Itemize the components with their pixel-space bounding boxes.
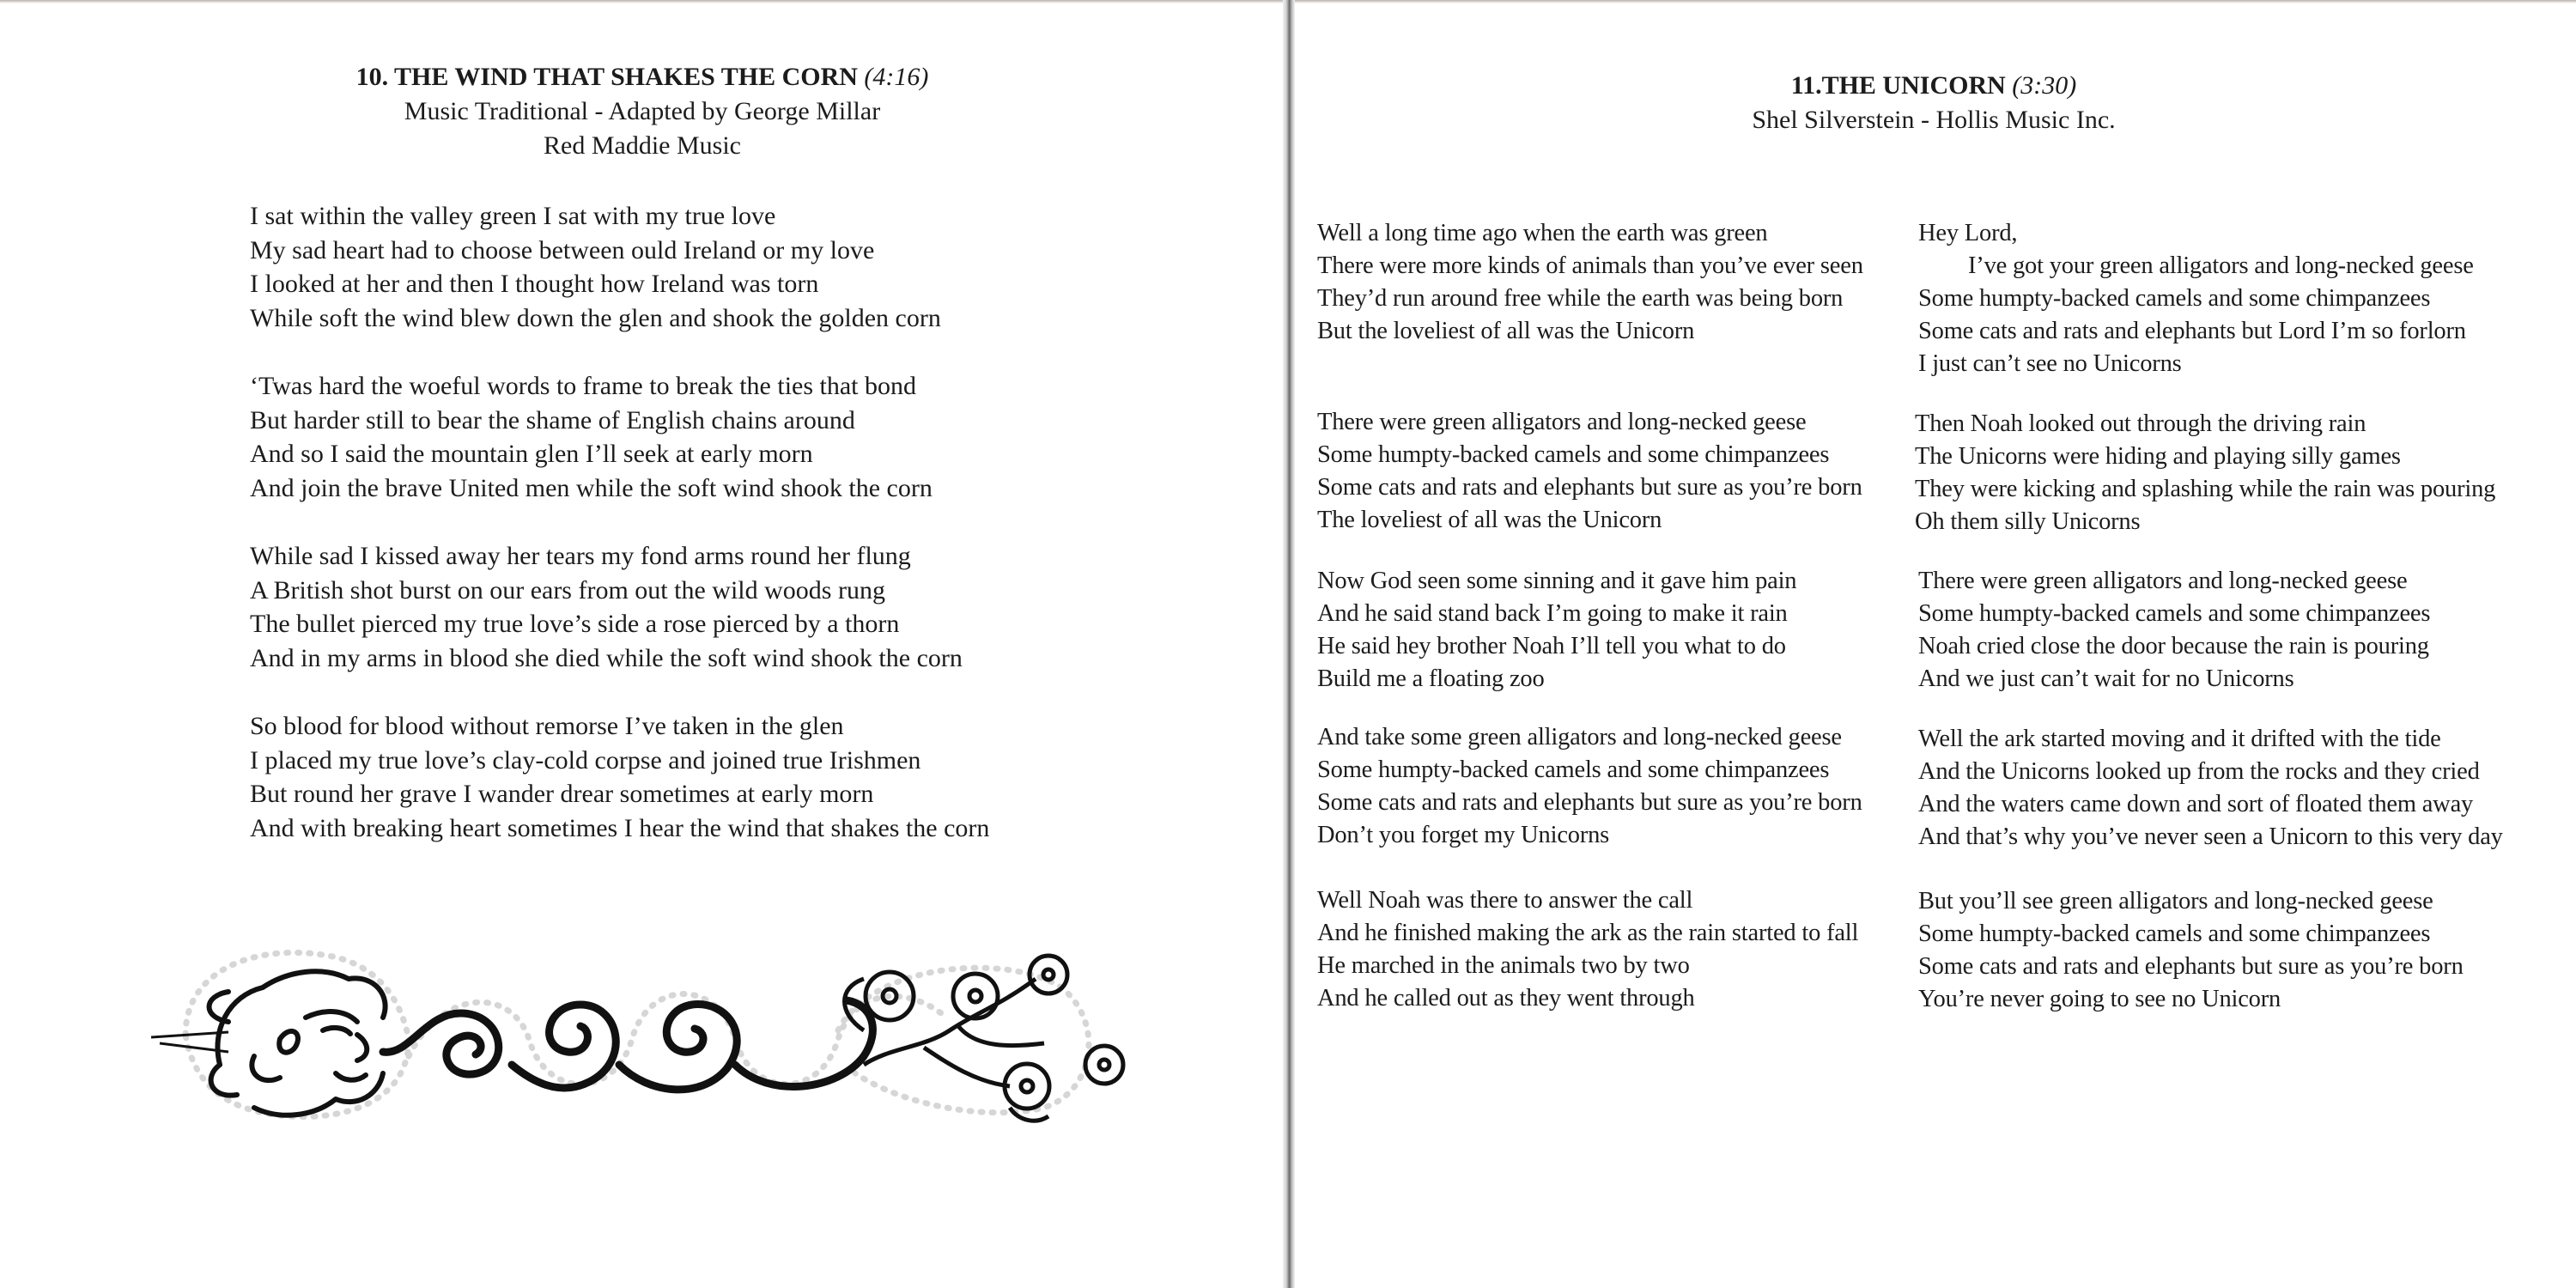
- lyric-line: But harder still to bear the shame of English chains around: [250, 405, 855, 434]
- lyric-line: Some humpty-backed camels and some chimpanzees: [1918, 600, 2431, 627]
- lyric-line: The bullet pierced my true love’s side a rose pierced by a thorn: [250, 610, 900, 638]
- lyric-line: But round her grave I wander drear sometimes at early morn: [250, 780, 874, 808]
- lyric-line: He marched in the animals two by two: [1317, 952, 1690, 979]
- wind-face-spiral-flowers-icon: [151, 936, 1156, 1133]
- lyric-stanza: [1918, 723, 2503, 854]
- lyric-line: And in my arms in blood she died while the soft wind shook the corn: [250, 643, 963, 672]
- lyric-stanza: [1915, 408, 2495, 538]
- lyric-line: And take some green alligators and long-necked geese: [1317, 724, 1842, 750]
- lyric-stanza: [250, 539, 963, 675]
- lyric-line: A British shot burst on our ears from out the wild woods rung: [250, 575, 885, 605]
- lyric-line: The Unicorns were hiding and playing silly games: [1915, 443, 2401, 470]
- lyric-line: Some cats and rats and elephants but sure as you’re born: [1317, 789, 1862, 816]
- song-title-line: [1291, 69, 2576, 103]
- lyric-line: And so I said the mountain glen I’ll seek at early morn: [250, 440, 813, 468]
- lyric-line: Noah cried close the door because the rain is pouring: [1918, 633, 2429, 659]
- song-duration: (4:16): [864, 63, 929, 91]
- left-page: [0, 0, 1285, 1288]
- lyric-stanza: [250, 199, 941, 335]
- lyric-line: Some cats and rats and elephants but sure as you’re born: [1918, 953, 2464, 980]
- lyric-stanza: [1317, 406, 1862, 537]
- lyric-stanza: [1317, 565, 1796, 696]
- lyric-stanza: [1918, 565, 2430, 696]
- lyric-line: While soft the wind blew down the glen and shook the golden corn: [250, 303, 941, 332]
- song-title-line: [0, 60, 1285, 94]
- lyric-line: And he called out as they went through: [1317, 985, 1695, 1012]
- lyric-line: He said hey brother Noah I’ll tell you what to do: [1317, 633, 1786, 659]
- lyric-stanza: [1317, 884, 1858, 1015]
- lyric-line: Some cats and rats and elephants but Lord I’m so forlorn: [1918, 318, 2466, 344]
- lyric-line: But you’ll see green alligators and long-necked geese: [1918, 888, 2433, 914]
- lyric-line: Some humpty-backed camels and some chimpanzees: [1317, 441, 1830, 468]
- lyric-line: Oh them silly Unicorns: [1915, 508, 2141, 535]
- lyric-line: The loveliest of all was the Unicorn: [1317, 507, 1662, 533]
- right-page: [1291, 0, 2576, 1288]
- lyric-line: And with breaking heart sometimes I hear the wind that shakes the corn: [250, 813, 990, 842]
- lyric-line: But the loveliest of all was the Unicorn: [1317, 318, 1695, 344]
- lyric-line: There were green alligators and long-necked geese: [1317, 409, 1807, 435]
- lyric-line: There were green alligators and long-necked geese: [1918, 568, 2408, 594]
- song-publisher: Red Maddie Music: [544, 131, 741, 160]
- lyric-line: They were kicking and splashing while the rain was pouring: [1915, 476, 2496, 502]
- song-credit: Music Traditional - Adapted by George Millar: [404, 97, 881, 125]
- lyric-line: And that’s why you’ve never seen a Unicorn to this very day: [1918, 823, 2503, 850]
- song-credit: Shel Silverstein - Hollis Music Inc.: [1752, 106, 2116, 134]
- lyric-line: Some humpty-backed camels and some chimpanzees: [1317, 756, 1830, 783]
- lyric-line: Well the ark started moving and it drifted with the tide: [1918, 726, 2441, 752]
- lyric-line: Build me a floating zoo: [1317, 665, 1545, 692]
- lyric-stanza: [1317, 721, 1862, 852]
- lyric-line: I just can’t see no Unicorns: [1918, 350, 2182, 377]
- lyric-line: Hey Lord,: [1918, 220, 2018, 246]
- lyric-line: I placed my true love’s clay-cold corpse and joined true Irishmen: [250, 745, 921, 775]
- lyric-line: Well a long time ago when the earth was green: [1317, 220, 1768, 246]
- lyric-line: My sad heart had to choose between ould Ireland or my love: [250, 235, 875, 264]
- lyric-line: And the Unicorns looked up from the rocks and they cried: [1918, 758, 2480, 785]
- lyric-line: So blood for blood without remorse I’ve taken in the glen: [250, 712, 844, 740]
- song-duration: (3:30): [2012, 71, 2077, 100]
- lyric-line: Well Noah was there to answer the call: [1317, 887, 1693, 914]
- lyric-line: I looked at her and then I thought how Ireland was torn: [250, 270, 819, 298]
- lyric-line: And he finished making the ark as the rain started to fall: [1317, 920, 1859, 946]
- song-header-unicorn: [1291, 69, 2576, 137]
- lyric-line: And we just can’t wait for no Unicorns: [1918, 665, 2294, 692]
- lyric-stanza: [250, 369, 933, 505]
- lyric-line: Then Noah looked out through the driving rain: [1915, 410, 2366, 437]
- song-header-wind: [0, 60, 1285, 163]
- lyric-line: While sad I kissed away her tears my fond arms round her flung: [250, 542, 911, 570]
- lyric-line: There were more kinds of animals than you’ve ever seen: [1317, 252, 1863, 279]
- lyric-stanza: [1317, 217, 1863, 348]
- lyric-line: And he said stand back I’m going to make it rain: [1317, 600, 1788, 627]
- lyric-line: You’re never going to see no Unicorn: [1918, 986, 2281, 1012]
- lyric-line: And the waters came down and sort of floated them away: [1918, 791, 2474, 817]
- lyric-line: Some cats and rats and elephants but sure as you’re born: [1317, 474, 1862, 501]
- song-title: 10. THE WIND THAT SHAKES THE CORN: [355, 63, 858, 91]
- lyric-stanza: [1918, 885, 2464, 1016]
- song-title: 11.THE UNICORN: [1790, 71, 2006, 100]
- lyric-line: They’d run around free while the earth was being born: [1317, 285, 1844, 312]
- lyric-stanza: [1918, 217, 2474, 380]
- lyric-line: And join the brave United men while the soft wind shook the corn: [250, 473, 933, 502]
- lyric-line: Now God seen some sinning and it gave him pain: [1317, 568, 1797, 594]
- lyric-line: Some humpty-backed camels and some chimpanzees: [1918, 920, 2431, 947]
- lyric-line: Some humpty-backed camels and some chimpanzees: [1918, 285, 2431, 312]
- lyric-line: I sat within the valley green I sat with my true love: [250, 202, 776, 230]
- lyric-stanza: [250, 709, 989, 845]
- lyric-line: I’ve got your green alligators and long-necked geese: [1968, 252, 2474, 279]
- lyric-line: ‘Twas hard the woeful words to frame to break the ties that bond: [250, 372, 917, 400]
- lyric-line: Don’t you forget my Unicorns: [1317, 822, 1610, 848]
